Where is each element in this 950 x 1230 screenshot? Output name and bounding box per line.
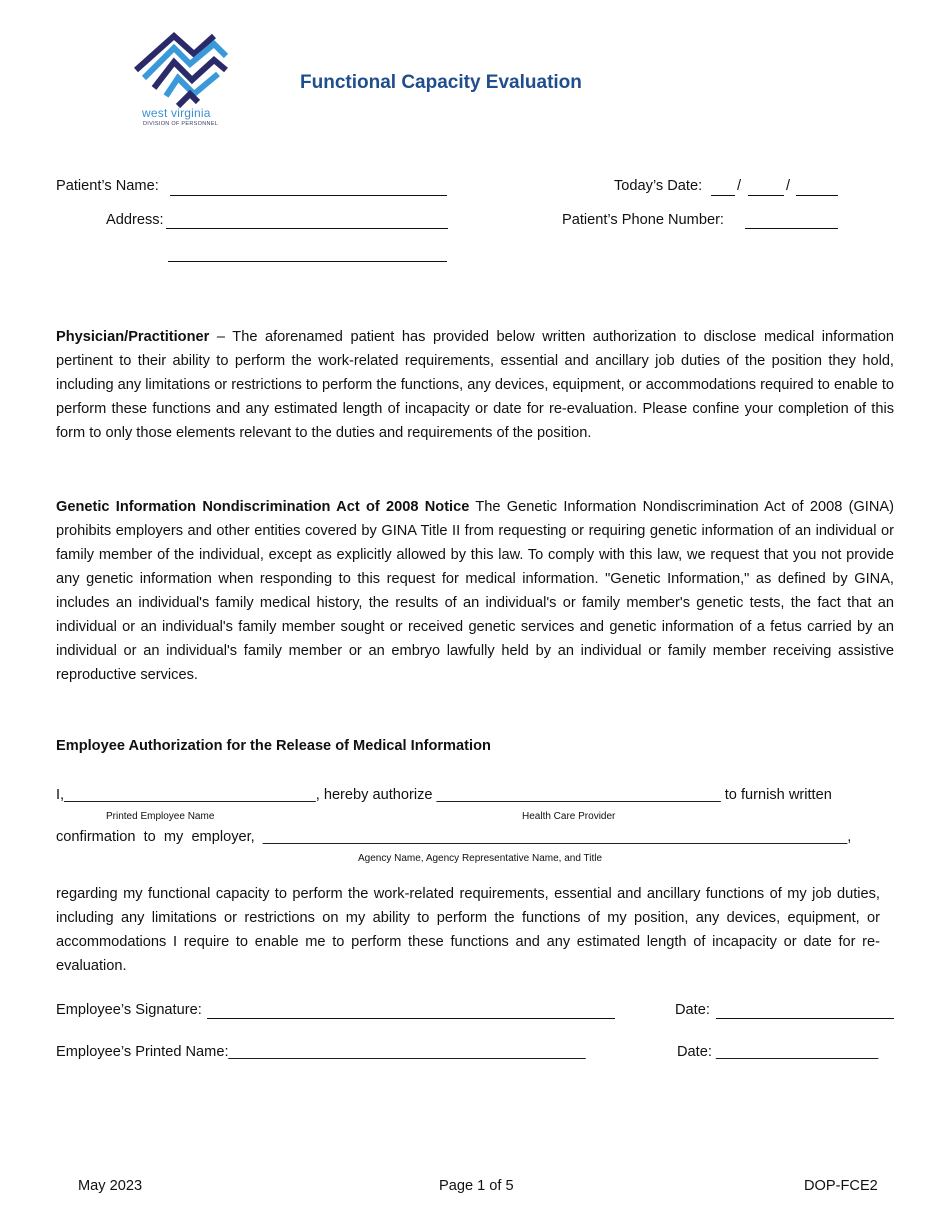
date-separator-1: / — [737, 178, 742, 194]
auth-line2-suffix: , — [847, 829, 852, 845]
signature-date-label: Date: — [675, 1002, 710, 1018]
auth-middle-text: , hereby authorize — [315, 787, 437, 803]
todays-date-day-field[interactable] — [748, 195, 784, 196]
health-care-provider-field[interactable]: ___________________________________ — [436, 787, 721, 803]
gina-notice — [56, 495, 894, 687]
date-separator-2: / — [786, 178, 791, 194]
printed-name-row — [56, 1042, 586, 1062]
employee-signature-field[interactable] — [207, 1018, 615, 1019]
authorization-line-1 — [56, 785, 832, 805]
agency-name-field[interactable]: ________________________________________________________________________ — [262, 829, 848, 845]
todays-date-year-field[interactable] — [796, 195, 838, 196]
physician-notice-heading: Physician/Practitioner — [56, 329, 210, 345]
printed-employee-name-field[interactable]: _______________________________ — [64, 787, 316, 803]
address-field-line2[interactable] — [168, 261, 447, 262]
physician-notice-text: – The aforenamed patient has provided below written authorization to disclose medical information pertinent to their ability to perform the work-related requirements, essential and ancillary job duties of the position they hold, including any limitations or restrictions to perform the functions, any devices, equipment, or accommodations required to enable to perform these functions and any estimated length of incapacity or date for re-evaluation. Please confine your completion of this form to only those elements relevant to the duties and requirements of the position. — [56, 329, 894, 441]
auth-prefix: I, — [56, 787, 65, 803]
todays-date-label: Today’s Date: — [614, 178, 703, 194]
physician-notice — [56, 325, 894, 445]
signature-date-field[interactable] — [716, 1018, 894, 1019]
printed-employee-name-caption: Printed Employee Name — [106, 811, 215, 822]
footer-date: May 2023 — [78, 1178, 143, 1194]
authorization-body: regarding my functional capacity to perform the work-related requirements, essential and ancillary functions of my job duties, including any limitations or restrictions on my ability to perform the functions of my position, any devices, equipment, or accommodations I require to enable me to perform these functions and any estimated length of incapacity or date for re-evaluation. — [56, 886, 880, 974]
auth-line2-prefix: confirmation to my employer, — [56, 829, 263, 845]
address-field-line1[interactable] — [166, 228, 448, 229]
authorization-line-2 — [56, 827, 851, 847]
printed-name-date-label: Date: — [677, 1044, 716, 1060]
patient-phone-label: Patient’s Phone Number: — [562, 212, 724, 228]
employee-printed-name-label: Employee’s Printed Name: — [56, 1044, 229, 1060]
logo-chevrons-icon — [134, 30, 230, 110]
employee-printed-name-field[interactable]: ____________________________________________ — [228, 1044, 586, 1060]
gina-notice-text: The Genetic Information Nondiscrimination Act of 2008 (GINA) prohibits employers and other entities covered by GINA Title II from requesting or requiring genetic information of an individual or family member of the individual, except as explicitly allowed by this law. To comply with this law, we request that you not provide any genetic information when responding to this request for medical information. "Genetic Information," as defined by GINA, includes an individual's family medical history, the results of an individual's or family member's genetic tests, the fact that an individual or an individual's family member sought or received genetic services and genetic information of a fetus carried by an individual or an individual's family member or an embryo lawfully held by an individual or family member receiving assistive reproductive services. — [56, 499, 894, 683]
health-care-provider-caption: Health Care Provider — [522, 811, 616, 822]
authorization-heading: Employee Authorization for the Release of Medical Information — [56, 738, 491, 754]
address-label: Address: — [106, 212, 164, 228]
logo-text-state: west virginia — [142, 106, 211, 120]
auth-suffix-text: to furnish written — [720, 787, 832, 803]
footer-form-id: DOP-FCE2 — [804, 1178, 878, 1194]
printed-name-date-row — [677, 1042, 878, 1062]
patient-name-field[interactable] — [170, 195, 447, 196]
gina-notice-heading: Genetic Information Nondiscrimination Act of 2008 Notice — [56, 499, 470, 515]
footer-page-number: Page 1 of 5 — [439, 1178, 514, 1194]
patient-phone-field[interactable] — [745, 228, 838, 229]
logo-text-division: DIVISION OF PERSONNEL — [143, 121, 219, 127]
agency-name-caption: Agency Name, Agency Representative Name, and Title — [358, 853, 603, 864]
patient-name-label: Patient’s Name: — [56, 178, 159, 194]
employee-signature-label: Employee’s Signature: — [56, 1002, 202, 1018]
todays-date-month-field[interactable] — [711, 195, 735, 196]
document-title: Functional Capacity Evaluation — [300, 72, 582, 93]
printed-name-date-field[interactable]: ____________________ — [715, 1044, 879, 1060]
